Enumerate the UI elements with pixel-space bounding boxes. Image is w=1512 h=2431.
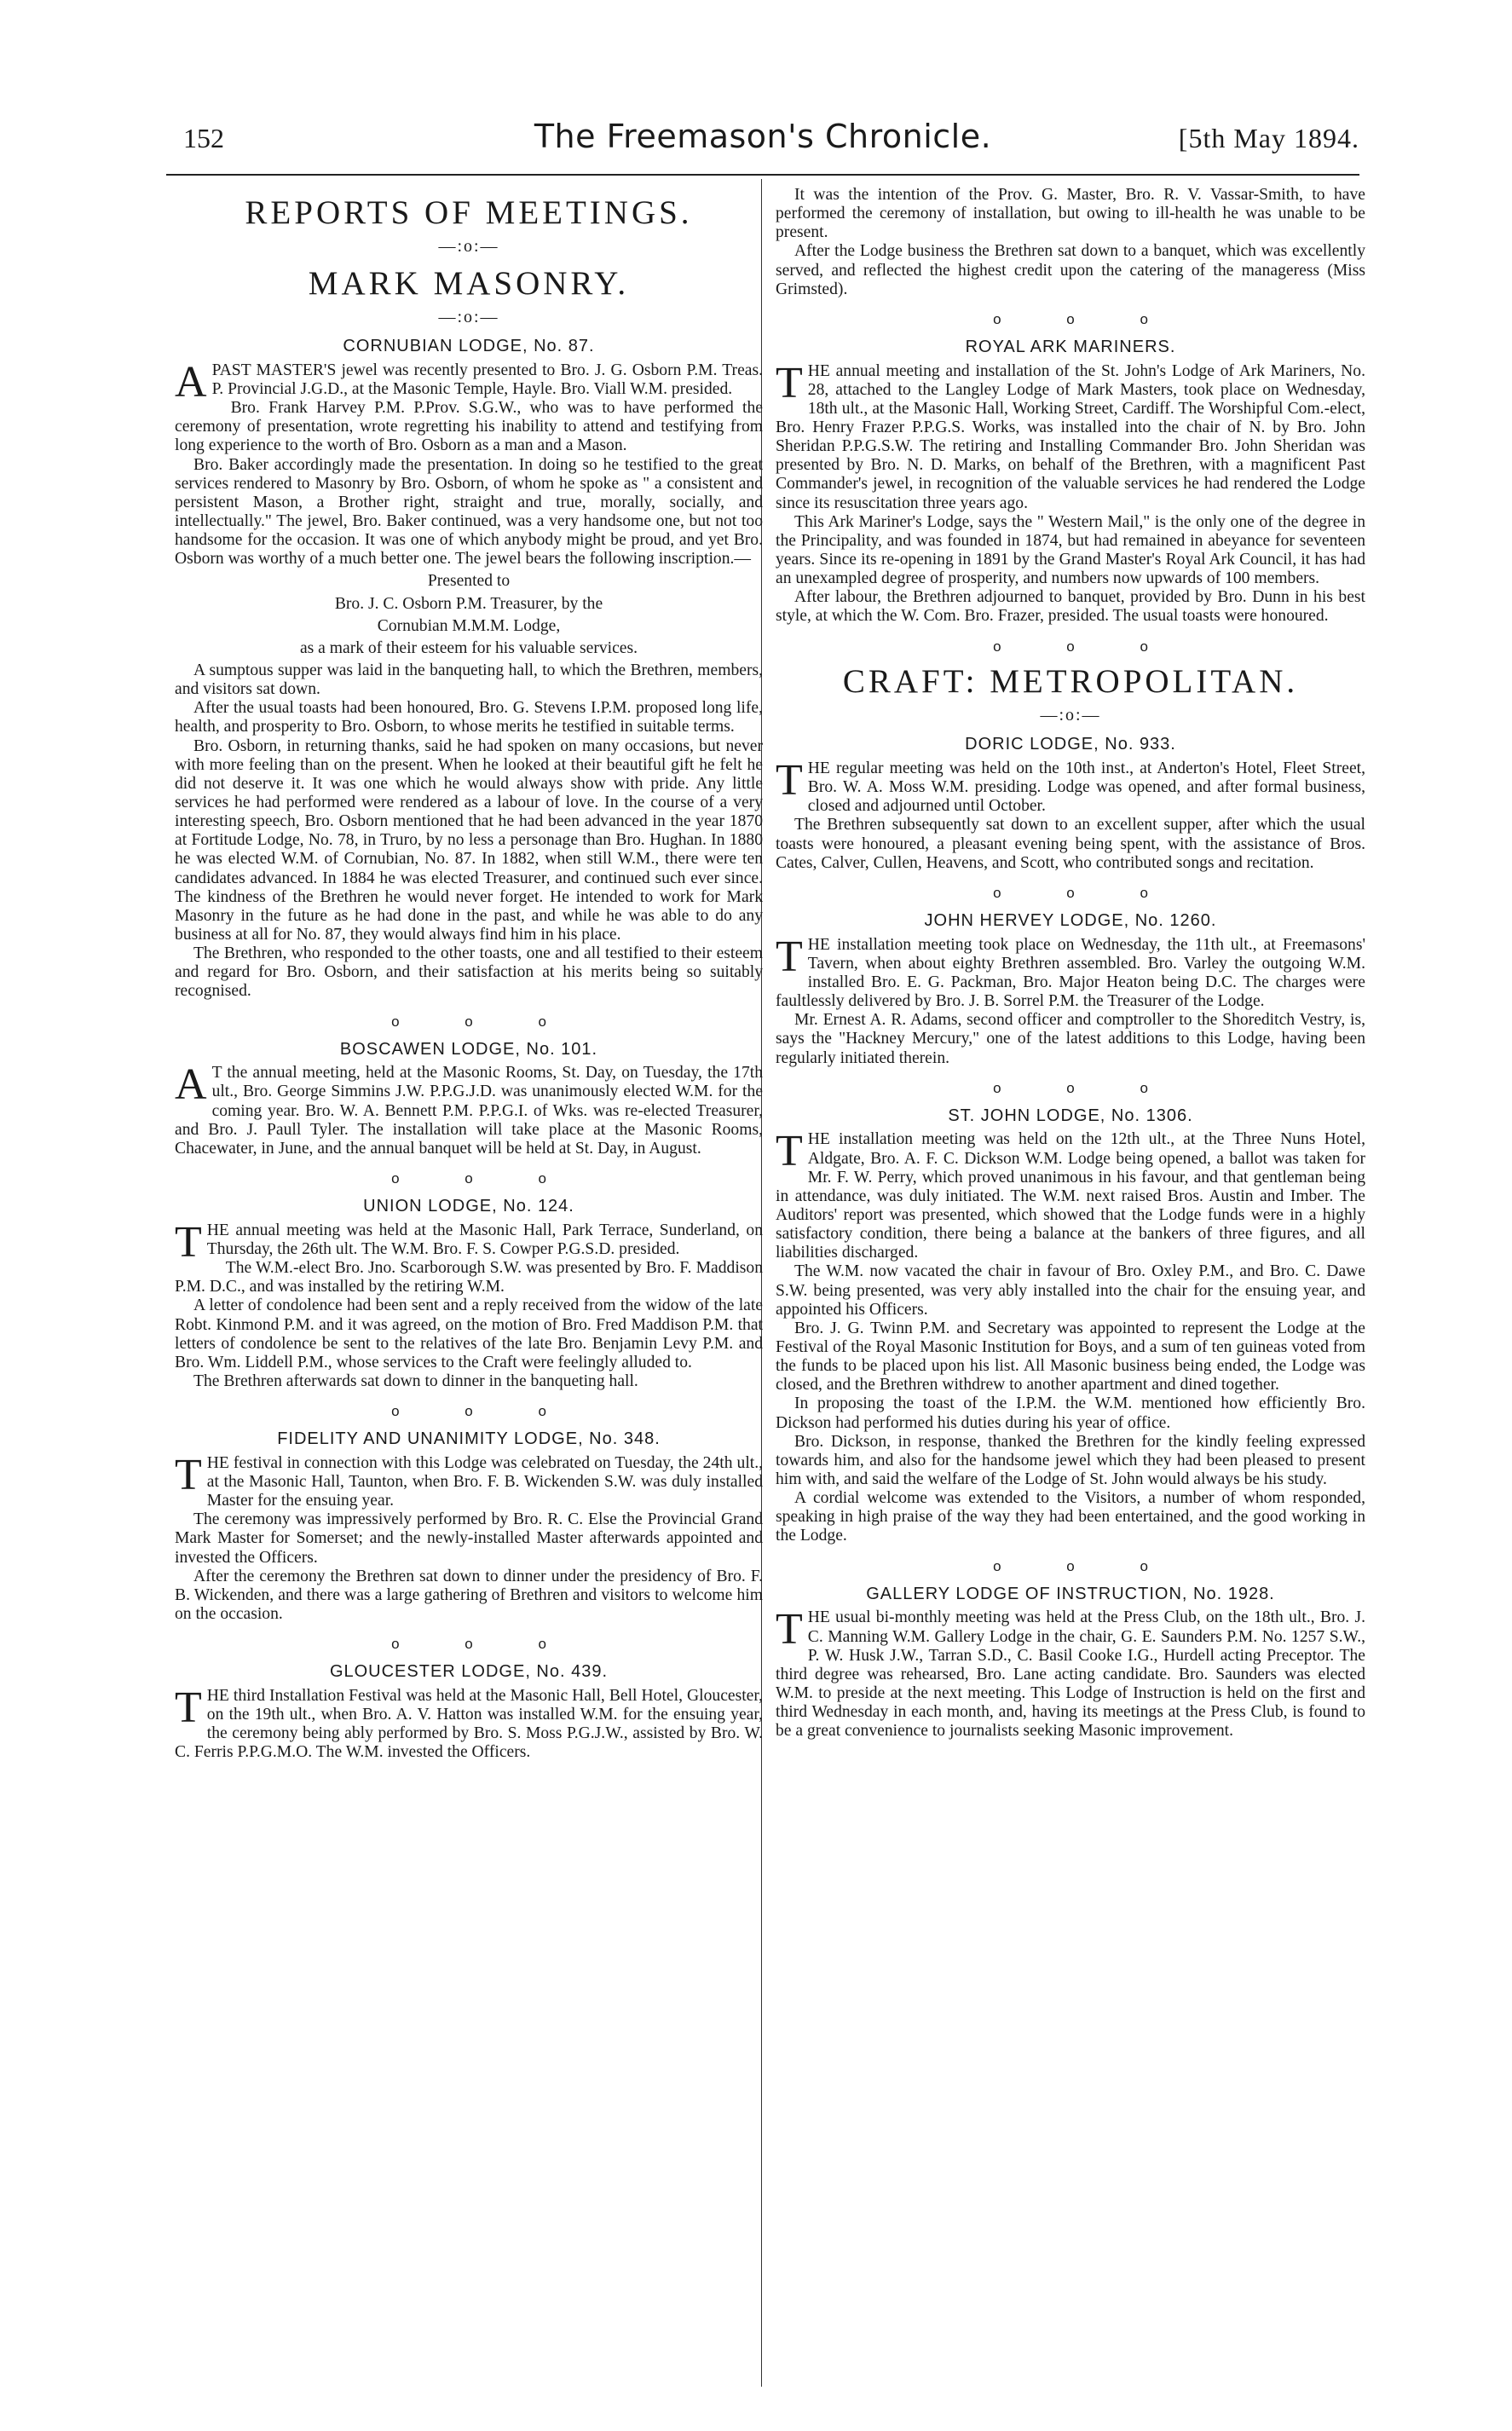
paragraph: A T the annual meeting, held at the Masonic Rooms, St. Day, on Tuesday, the 17th ult., Bro. George Simmins J.W. P.P.G.J.D. was unanimously elected W.M. for the coming year. Bro. W. A. Bennett P.M. P.P.G.I. of Wks. was re-elected Treasurer, and Bro. J. Paull Tyler. The installation will take place at the Masonic Rooms, Chacewater, in June, and the annual banquet will be held at St. Day, in August.	[175, 1060, 763, 1158]
paragraph: The Brethren, who responded to the other toasts, one and all testified to their esteem and regard for Bro. Osborn, and their satisfaction at his merits being so suitably recognised.	[175, 944, 763, 1001]
lodge-title: FIDELITY AND UNANIMITY LODGE, No. 348.	[277, 1429, 661, 1449]
paragraph: In proposing the toast of the I.P.M. the W.M. mentioned how efficiently Bro. Dickson had performed his duties during his year of office.	[776, 1395, 1365, 1432]
lodge-title: UNION LODGE, No. 124.	[363, 1197, 574, 1216]
paragraph: The W.M.-elect Bro. Jno. Scarborough S.W. was presented by Bro. F. Maddison P.M. D.C., and was installed by the retiring W.M.	[175, 1259, 763, 1296]
lodge-title: ROYAL ARK MARINERS.	[965, 338, 1176, 357]
inscription-line: Cornubian M.M.M. Lodge,	[377, 616, 561, 635]
paragraph: Bro. J. G. Twinn P.M. and Secretary was appointed to represent the Lodge at the Festival of the Royal Masonic Institution for Boys, and a sum of ten guineas voted from the funds to be placed upon his list. All Masonic business being ended, the Lodge was closed, and the Brethren withdrew to another apartment and dined together.	[776, 1319, 1365, 1395]
ornament-divider: o o o	[391, 1403, 577, 1420]
paragraph: THE usual bi-monthly meeting was held at the Press Club, on the 18th ult., Bro. J. C. Manning W.M. Gallery Lodge in the chair, G. E. Saunders P.M. No. 1257 S.W., P. W. Husk J.W., Tarran S.D., C. Basil Cooke I.G., Hurdell acting Preceptor. The third degree was rehearsed, Bro. Lane acting candidate. Bro. Saunders was elected W.M. to preside at the next meeting. This Lodge of Instruction is held on the first and third Wednesday in each month, and, having its meetings at the Press Club, is found to be a great convenience to journalists seeking Masonic improvement.	[776, 1605, 1365, 1741]
lodge-title: GLOUCESTER LODGE, No. 439.	[329, 1662, 609, 1682]
inscription-line: Presented to	[427, 572, 511, 591]
paragraph: After the usual toasts had been honoured, Bro. G. Stevens I.P.M. proposed long life, health, and prosperity to Bro. Osborn, to whose merits he testified in suitable terms.	[175, 699, 763, 736]
lodge-title: JOHN HERVEY LODGE, No. 1260.	[924, 911, 1217, 931]
paragraph: A letter of condolence had been sent and a reply received from the widow of the late Robt. Kinmond P.M. and it was agreed, on the motion of Bro. Fred Maddison P.M. that letters of condolence be sent to the relatives of the late Bro. Benjamin Levy P.M. and Bro. Wm. Liddell P.M., whose services to the Craft were feelingly alluded to.	[175, 1296, 763, 1371]
inscription-line: as a mark of their esteem for his valuable services.	[299, 638, 638, 657]
lodge-title: GALLERY LODGE OF INSTRUCTION, No. 1928.	[866, 1584, 1275, 1603]
paragraph: Bro. Osborn, in returning thanks, said he had spoken on many occasions, but never with more feeling than on the present. When he looked at their beautiful gift he felt he did not deserve it. It was one which he would always show with pride. Any little services he had performed were rendered as a labour of love. In the course of a very interesting speech, Bro. Osborn mentioned that he had been advanced in the year 1870 at Fortitude Lodge, No. 78, in Truro, by no less a personage than Bro. Hughan. In 1880 he was elected W.M. of Cornubian, No. 87. In 1882, when still W.M., there were ten candidates advanced. In 1884 he was elected Treasurer, and continued such ever since. The kindness of the Brethren he would never forget. He intended to work for Mark Masonry in the future as he had done in the past, and while he was able to do any business at all for No. 87, they would always find him in his place.	[175, 736, 763, 944]
paragraph: The Brethren subsequently sat down to an excellent supper, after which the usual toasts were honoured, a pleasant evening being spent, with the assistance of Bros. Cates, Calver, Cullen, Heavens, and Scott, who contributed songs and recitation.	[776, 816, 1365, 872]
drop-cap: T	[776, 932, 803, 981]
paragraph: A cordial welcome was extended to the Visitors, a number of whom responded, speaking in high praise of the way they had been entertained, and the good working in the Lodge.	[776, 1489, 1365, 1545]
paragraph: This Ark Mariner's Lodge, says the " Western Mail," is the only one of the degree in the Principality, and was founded in 1874, but had remained in abeyance for seventeen years. Since its re-opening in 1891 by the Grand Master's Royal Ark Council, it has had an unexampled degree of prosperity, and numbers now upwards of 100 members.	[776, 512, 1365, 588]
paragraph: THE annual meeting and installation of the St. John's Lodge of Ark Mariners, No. 28, attached to the Langley Lodge of Mark Masters, took place on Wednesday, 18th ult., at the Masonic Hall, Working Street, Cardiff. The Worshipful Com.-elect, Bro. Henry Frazer P.P.G.S. Works, was installed into the chair of N. by Bro. John Sheridan P.P.G.S.W. The retiring and Installing Commander Bro. John Sheridan was presented by Bro. N. D. Marks, on behalf of the Brethren, with a magnificent Past Commander's jewel, in recognition of the valuable services he had rendered the Lodge since its resuscitation three years ago.	[776, 358, 1365, 512]
ornament-divider: o o o	[391, 1170, 577, 1187]
ornament-divider: o o o	[391, 1636, 577, 1653]
section-heading-reports: REPORTS OF MEETINGS.	[245, 194, 693, 231]
publication-title: The Freemason's Chronicle.	[534, 118, 992, 155]
ornament-divider: o o o	[391, 1013, 577, 1030]
paragraph: The Brethren afterwards sat down to dinner in the banqueting hall.	[193, 1371, 638, 1390]
separator: —:o:—	[438, 237, 499, 257]
drop-cap: T	[776, 1127, 803, 1176]
page-header	[166, 114, 1359, 167]
drop-cap: T	[175, 1450, 202, 1499]
paragraph: THE installation meeting took place on Wednesday, the 11th ult., at Freemasons' Tavern, when about eighty Brethren assembled. Bro. Varley the outgoing W.M. installed Bro. E. G. Packman, Bro. Major Heaton being D.C. The charges were faultlessly delivered by Bro. J. B. Sorrel P.M. the Treasurer of the Lodge.	[776, 932, 1365, 1011]
drop-cap: A	[175, 1060, 207, 1110]
separator: —:o:—	[1040, 705, 1101, 725]
drop-cap: T	[175, 1217, 202, 1267]
paragraph: APAST MASTER'S jewel was recently presented to Bro. J. G. Osborn P.M. Treas. P. Provincial J.G.D., at the Masonic Temple, Hayle. Bro. Viall W.M. presided.	[175, 357, 763, 407]
paragraph: After the ceremony the Brethren sat down to dinner under the presidency of Bro. F. B. Wickenden, and there was a large gathering of Brethren and visitors to welcome him on the occasion.	[175, 1567, 763, 1624]
ornament-divider: o o o	[993, 884, 1179, 901]
separator: —:o:—	[438, 307, 499, 326]
header-rule	[166, 174, 1359, 176]
drop-cap: T	[776, 756, 803, 806]
paragraph: It was the intention of the Prov. G. Master, Bro. R. V. Vassar-Smith, to have performed the ceremony of installation, but owing to ill-health he was unable to be present.	[776, 186, 1365, 242]
paragraph: THE regular meeting was held on the 10th inst., at Anderton's Hotel, Fleet Street, Bro. W. A. Moss W.M. presiding. Lodge was opened, and after formal business, closed and adjourned until October.	[776, 756, 1365, 816]
section-heading-mark-masonry: MARK MASONRY.	[308, 264, 630, 302]
ornament-divider: o o o	[993, 638, 1179, 655]
paragraph: Bro. Baker accordingly made the presentation. In doing so he testified to the great services rendered to Masonry by Bro. Osborn, of whom he spoke as " a consistent and persistent Mason, a Brother right, straight and true, morally, socially, and intellectually." The jewel, Bro. Baker continued, was a very handsome one, but not too handsome for the occasion. It was one of which anybody might be proud, and yet Bro. Osborn was worthy of a much better one. The jewel bears the following inscription.—	[175, 455, 763, 569]
drop-cap: T	[175, 1683, 202, 1732]
paragraph: Bro. Dickson, in response, thanked the Brethren for the kindly feeling expressed towards him, and also for the handsome jewel which they had been pleased to present him with, and said the welfare of the Lodge of St. John would always be his study.	[776, 1432, 1365, 1489]
inscription-line: Bro. J. C. Osborn P.M. Treasurer, by the	[334, 594, 603, 613]
left-column	[175, 186, 763, 1763]
lodge-title: BOSCAWEN LODGE, No. 101.	[339, 1039, 598, 1059]
paragraph: The ceremony was impressively performed by Bro. R. C. Else the Provincial Grand Mark Master for Somerset; and the newly-installed Master afterwards appointed and invested the Officers.	[175, 1510, 763, 1567]
ornament-divider: o o o	[993, 310, 1179, 327]
ornament-divider: o o o	[993, 1557, 1179, 1574]
paragraph: THE installation meeting was held on the 12th ult., at the Three Nuns Hotel, Aldgate, Bro. A. F. C. Dickson W.M. Lodge being opened, a ballot was taken for Mr. F. W. Perry, which proved unanimous in his favour, and that gentleman being in attendance, was duly initiated. The W.M. next raised Bros. Austin and Imber. The Auditors' report was presented, which showed that the Lodge funds were in a highly satisfactory condition, there being a balance at the bankers of three figures, and all liabilities discharged.	[776, 1127, 1365, 1262]
section-heading-craft-metropolitan: CRAFT: METROPOLITAN.	[842, 662, 1299, 700]
paragraph: Bro. Frank Harvey P.M. P.Prov. S.G.W., who was to have performed the ceremony of presentation, wrote regretting his inability to attend and testifying from long experience to the worth of Bro. Osborn as a man and a Mason.	[175, 399, 763, 455]
lodge-title: CORNUBIAN LODGE, No. 87.	[343, 337, 595, 356]
paragraph: After the Lodge business the Brethren sat down to a banquet, which was excellently served, and reflected the highest credit upon the catering of the manageress (Miss Grimsted).	[776, 242, 1365, 298]
ornament-divider: o o o	[993, 1079, 1179, 1096]
lodge-title: DORIC LODGE, No. 933.	[965, 735, 1176, 754]
issue-date: [5th May 1894.	[1178, 123, 1359, 153]
drop-cap: T	[776, 1605, 803, 1654]
right-column	[776, 186, 1365, 1741]
paragraph: THE third Installation Festival was held at the Masonic Hall, Bell Hotel, Gloucester, on the 19th ult., when Bro. A. V. Hatton was installed W.M. for the ensuing year, the ceremony being ably performed by Bro. S. Moss P.G.J.W., assisted by Bro. W. C. Ferris P.P.G.M.O. The W.M. invested the Officers.	[175, 1683, 763, 1762]
paragraph: After labour, the Brethren adjourned to banquet, provided by Bro. Dunn in his best style, at which the W. Com. Bro. Frazer, presided. The usual toasts were honoured.	[776, 588, 1365, 626]
lodge-title: ST. JOHN LODGE, No. 1306.	[948, 1106, 1193, 1125]
paragraph: Mr. Ernest A. R. Adams, second officer and comptroller to the Shoreditch Vestry, is, says the "Hackney Mercury," one of the latest additions to this Lodge, having been regularly initiated therein.	[776, 1011, 1365, 1067]
page-number: 152	[183, 123, 224, 153]
paragraph: THE annual meeting was held at the Masonic Hall, Park Terrace, Sunderland, on Thursday, the 26th ult. The W.M. Bro. F. S. Cowper P.G.S.D. presided.	[175, 1217, 763, 1267]
drop-cap: A	[175, 357, 207, 407]
paragraph: A sumptous supper was laid in the banqueting hall, to which the Brethren, members, and visitors sat down.	[175, 661, 763, 699]
paragraph: THE festival in connection with this Lodge was celebrated on Tuesday, the 24th ult., at the Masonic Hall, Taunton, when Bro. F. B. Wickenden S.W. was duly installed Master for the ensuing year.	[175, 1450, 763, 1510]
paragraph: The W.M. now vacated the chair in favour of Bro. Oxley P.M., and Bro. C. Dawe S.W. being presented, was very ably installed into the chair for the ensuing year, and appointed his Officers.	[776, 1262, 1365, 1319]
drop-cap: T	[776, 358, 803, 407]
